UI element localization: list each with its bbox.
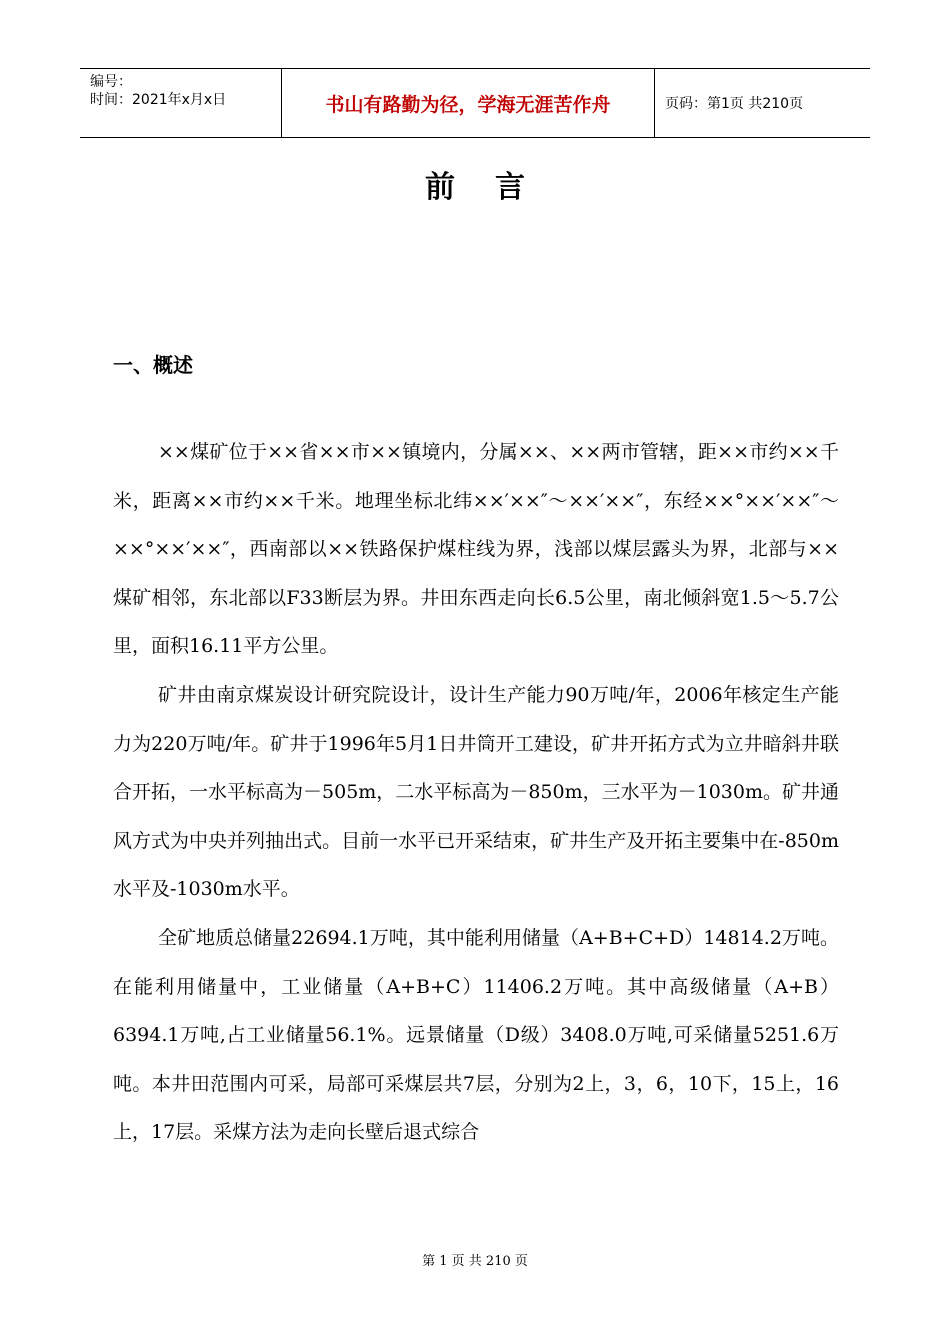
header-page-label: 页码：第1页 共210页 <box>665 96 804 112</box>
header-info-cell <box>80 69 282 137</box>
paragraph: ××煤矿位于××省××市××镇境内，分属××、××两市管辖，距××市约××千米，距离××市约××千米。地理坐标北纬××′××″～××′××″，东经××°××′××″～××°××′××″，西南部以××铁路保护煤柱线为界，浅部以煤层露头为界，北部与××煤矿相邻，东北部以F33断层为界。井田东西走向长6.5公里，南北倾斜宽1.5～5.7公里，面积16.11平方公里。 <box>113 441 839 658</box>
header-motto: 书山有路勤为径，学海无涯苦作舟 <box>282 69 655 137</box>
section-heading: 一、概述 <box>113 353 193 377</box>
document-title: 前言 <box>425 170 565 205</box>
document-number-label: 编号： <box>90 74 132 90</box>
document-date-label: 时间：2021年x月x日 <box>90 92 227 108</box>
body-text <box>113 428 839 1157</box>
page-header <box>80 68 870 138</box>
paragraph: 全矿地质总储量22694.1万吨，其中能利用储量（A+B+C+D）14814.2万吨。在能利用储量中，工业储量（A+B+C）11406.2万吨。其中高级储量（A+B）6394.1万吨,占工业储量56.1%。远景储量（D级）3408.0万吨,可采储量5251.6万吨。本井田范围内可采，局部可采煤层共7层，分别为2上，3，6，10下，15上，16上，17层。采煤方法为走向长壁后退式综合 <box>113 926 839 1144</box>
page-footer: 第 1 页 共 210 页 <box>422 1254 528 1269</box>
paragraph: 矿井由南京煤炭设计研究院设计，设计生产能力90万吨/年，2006年核定生产能力为220万吨/年。矿井于1996年5月1日井筒开工建设，矿井开拓方式为立井暗斜井联合开拓，一水平标高为－505m，二水平标高为－850m，三水平为－1030m。矿井通风方式为中央并列抽出式。目前一水平已开采结束，矿井生产及开拓主要集中在-850m水平及-1030m水平。 <box>113 683 839 901</box>
